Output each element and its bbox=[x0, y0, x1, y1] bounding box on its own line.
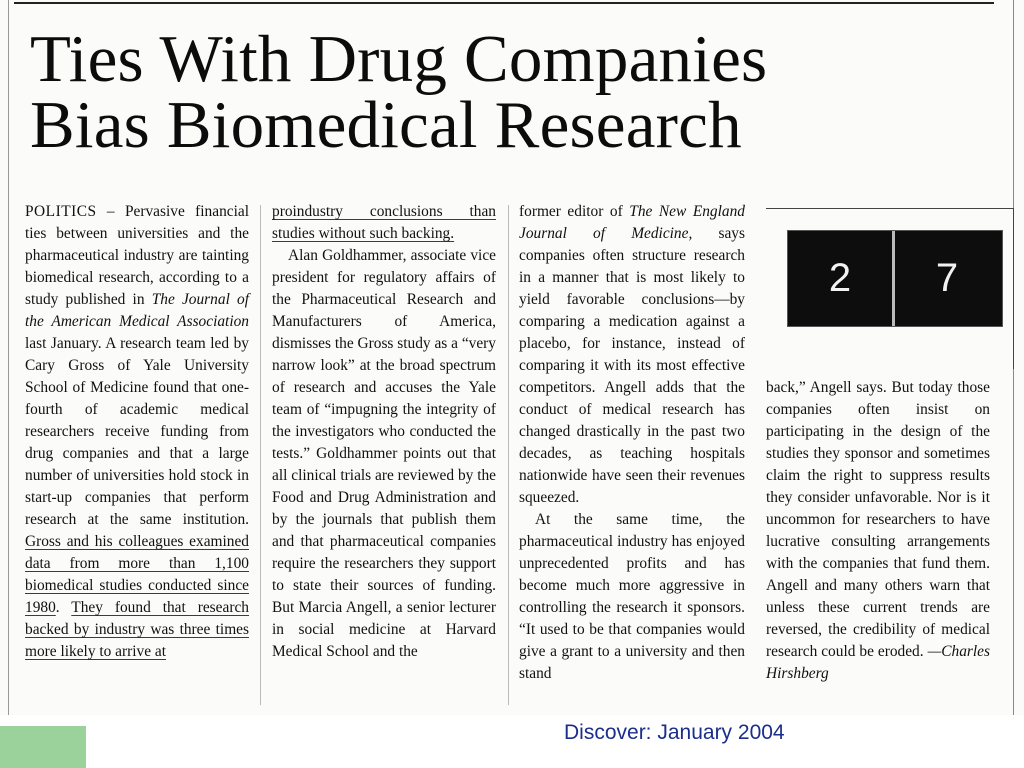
underlined-highlight-3: proindustry conclusions than studies without such backing. bbox=[272, 203, 496, 242]
article-column-4 bbox=[766, 377, 990, 685]
col1-text-a: – Pervasive financial ties between universities and the pharmaceutical industry are tainting biomedical research, according to a study published in bbox=[25, 203, 249, 308]
column-4-paragraph bbox=[766, 377, 990, 685]
section-kicker: POLITICS bbox=[25, 203, 97, 220]
left-rule bbox=[8, 0, 9, 715]
headline-line-2: Bias Biomedical Research bbox=[30, 88, 742, 162]
col3-text-b: says companies often structure research in a manner that is most likely to yield favorable conclusions—by comparing a medication against a placebo, for instance, instead of comparing it with its most effective competitors. Angell adds that the conduct of medical research has changed drastically in the past two decades, as teaching hospitals nationwide have seen their revenues squeezed. bbox=[519, 225, 745, 506]
journal-name-jama: The Journal of the American Medical Association bbox=[25, 291, 249, 330]
col1-text-b: last January. A research team led by Cary Gross of Yale University School of Medicine found that one-fourth of academic medical researchers receive funding from drug companies and that a large number of universities hold stock in start-up companies that perform research at the same institution. bbox=[25, 335, 249, 528]
col3-text-a: former editor of bbox=[519, 203, 630, 220]
source-caption: Discover: January 2004 bbox=[564, 721, 785, 744]
column-divider bbox=[508, 205, 509, 705]
col1-text-c: . bbox=[55, 599, 72, 616]
column-divider bbox=[260, 205, 261, 705]
article-column-2 bbox=[272, 201, 496, 663]
page-number-box bbox=[787, 230, 1003, 327]
column-2-paragraph-2: Alan Goldhammer, associate vice president for regulatory affairs of the Pharmaceutical Research and Manufacturers of America, dismisses the Gross study as a “very narrow look” at the broad spectrum of research and accuses the Yale team of “impugning the integrity of the investigators who conducted the tests.” Goldhammer points out that all clinical trials are reviewed by the Food and Drug Administration and by the journals that publish them and that pharmaceutical companies require the researchers they support to state their sources of funding. But Marcia Angell, a senior lecturer in social medicine at Harvard Medical School and the bbox=[272, 247, 496, 660]
journal-name-nejm: The New England Journal of Medicine, bbox=[519, 203, 745, 242]
column-3-paragraph-1 bbox=[519, 201, 745, 509]
column-2-paragraph-1 bbox=[272, 201, 496, 245]
author-byline: —Charles Hirshberg bbox=[766, 643, 990, 682]
column-1-paragraph bbox=[25, 201, 249, 663]
article-column-3 bbox=[519, 201, 745, 685]
article-column-1 bbox=[25, 201, 249, 663]
slide-accent-tab bbox=[0, 726, 86, 768]
headline-line-1: Ties With Drug Companies bbox=[30, 22, 768, 96]
article-headline bbox=[30, 22, 768, 162]
page-digit-right: 7 bbox=[935, 256, 959, 300]
col4-text: back,” Angell says. But today those companies often insist on participating in the design of the studies they sponsor and sometimes claim the right to suppress results they consider unfavorable. Nor is it uncommon for researchers to have lucrative consulting arrangements with the companies that fund them. Angell and many others warn that unless these current trends are reversed, the credibility of medical research could be eroded. bbox=[766, 379, 990, 660]
top-rule bbox=[14, 2, 994, 4]
page-digit-left: 2 bbox=[828, 256, 852, 300]
column-3-paragraph-2: At the same time, the pharmaceutical industry has enjoyed unprecedented profits and has become much more aggressive in controlling the research it sponsors. “It used to be that companies would give a grant to a university and then stand bbox=[519, 511, 745, 682]
underlined-highlight-1: Gross and his colleagues examined data from more than 1,100 biomedical studies conducted since 1980 bbox=[25, 533, 249, 616]
underlined-highlight-2: They found that research backed by industry was three times more likely to arrive at bbox=[25, 599, 249, 660]
